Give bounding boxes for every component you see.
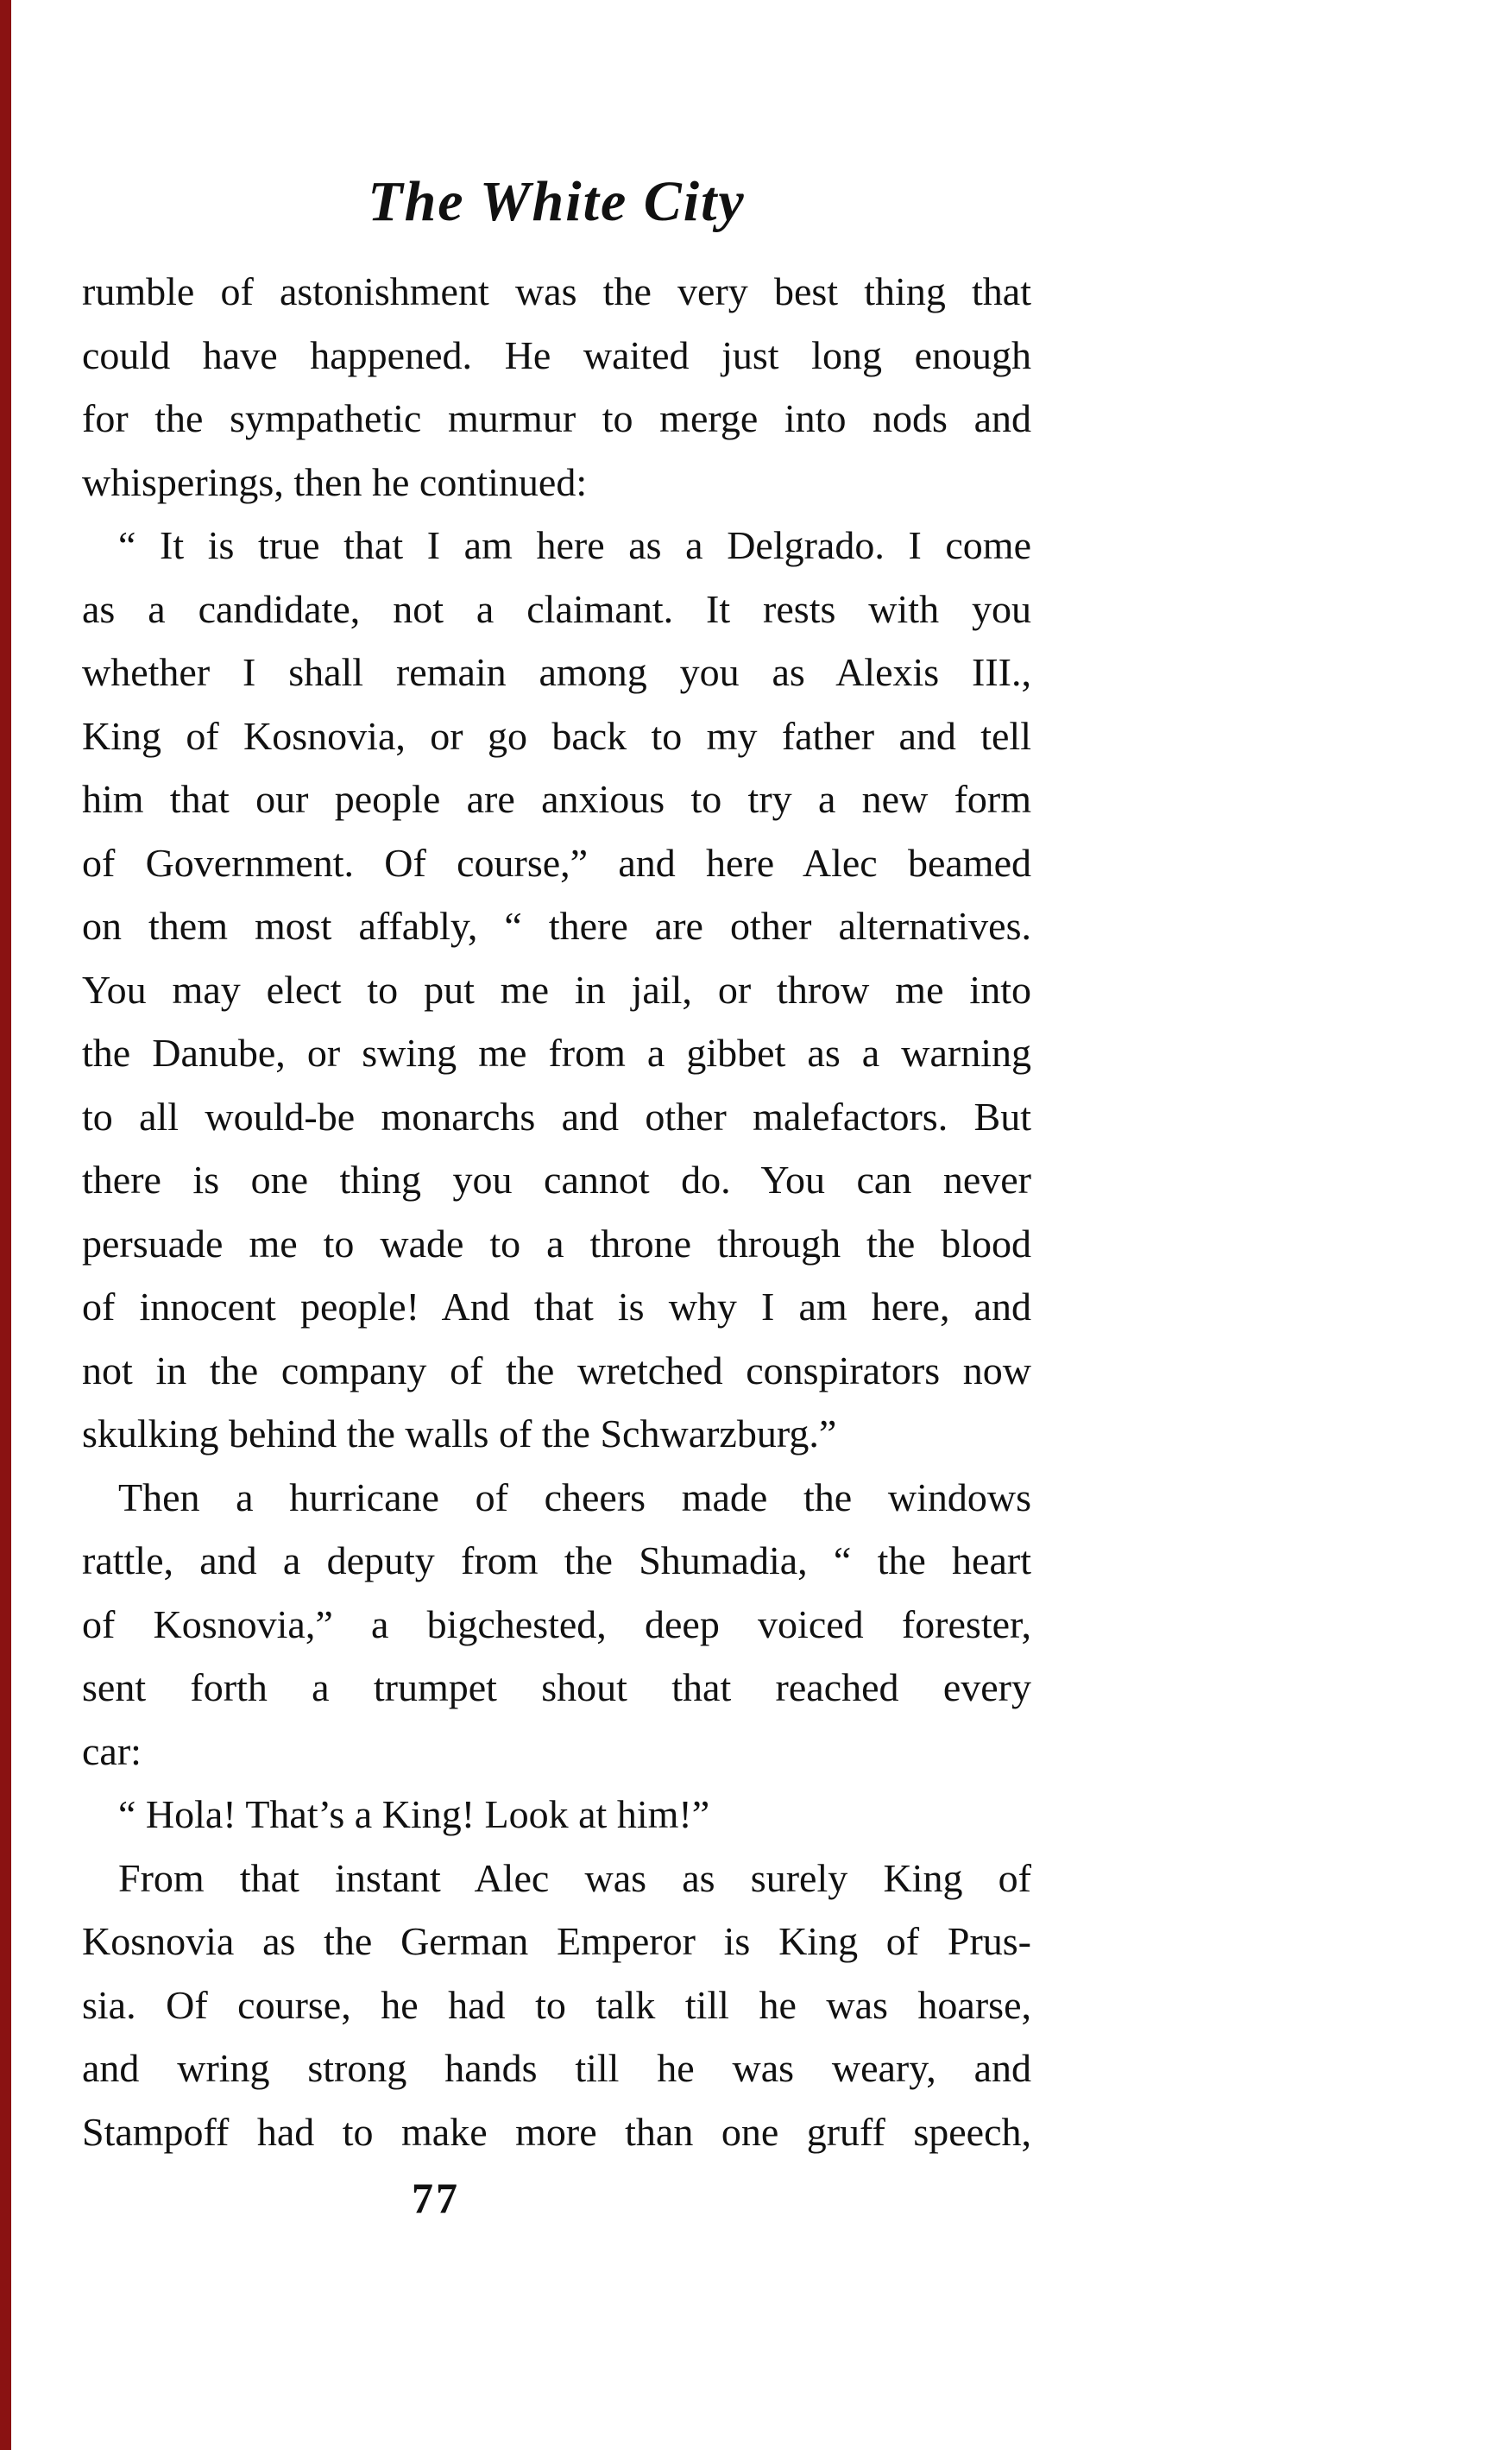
text-line: rattle, and a deputy from the Shumadia, “ the heart	[82, 1538, 1031, 1582]
text-line: Stampoff had to make more than one gruff speech,	[82, 2109, 1031, 2154]
text-line: and wring strong hands till he was weary, and	[82, 2046, 1031, 2090]
text-line: the Danube, or swing me from a gibbet as a warning	[82, 1031, 1031, 1075]
text-line: of Kosnovia,” a bigchested, deep voiced forester,	[82, 1601, 1031, 1646]
text-line: Kosnovia as the German Emperor is King of Prus-	[82, 1919, 1031, 1963]
text-line: Then a hurricane of cheers made the windows	[118, 1474, 1031, 1519]
text-line: there is one thing you cannot do. You can never	[82, 1158, 1031, 1202]
text-line: sent forth a trumpet shout that reached every	[82, 1665, 1031, 1709]
text-line: as a candidate, not a claimant. It rests with you	[82, 586, 1031, 631]
text-line: persuade me to wade to a throne through the blood	[82, 1221, 1031, 1266]
text-line: not in the company of the wretched conspirators now	[82, 1348, 1031, 1392]
text-line: for the sympathetic murmur to merge into nods and	[82, 396, 1031, 440]
text-line: “ Hola! That’s a King! Look at him!”	[118, 1792, 710, 1836]
text-line: whisperings, then he continued:	[82, 459, 588, 504]
text-line: rumble of astonishment was the very best thing that	[82, 269, 1031, 313]
body-text-block	[82, 260, 1031, 2163]
text-line: him that our people are anxious to try a new form	[82, 777, 1031, 821]
page-edge-stripe	[0, 0, 11, 2450]
page-number: 77	[412, 2174, 460, 2222]
text-line: skulking behind the walls of the Schwarzburg.”	[82, 1411, 837, 1455]
text-line: on them most affably, “ there are other alternatives.	[82, 904, 1031, 948]
text-line: whether I shall remain among you as Alexis III.,	[82, 650, 1031, 694]
text-line: “ It is true that I am here as a Delgrado. I come	[118, 523, 1031, 567]
text-line: car:	[82, 1728, 142, 1773]
text-line: sia. Of course, he had to talk till he was hoarse,	[82, 1982, 1031, 2027]
text-line: King of Kosnovia, or go back to my father and tell	[82, 713, 1031, 758]
running-header-title: The White City	[368, 170, 746, 233]
text-line: could have happened. He waited just long enough	[82, 332, 1031, 377]
text-line: to all would-be monarchs and other malefactors. But	[82, 1094, 1031, 1139]
text-line: of Government. Of course,” and here Alec beamed	[82, 840, 1031, 885]
text-line: of innocent people! And that is why I am here, and	[82, 1285, 1031, 1329]
text-line: From that instant Alec was as surely King of	[118, 1855, 1031, 1900]
text-line: You may elect to put me in jail, or throw me into	[82, 967, 1031, 1012]
